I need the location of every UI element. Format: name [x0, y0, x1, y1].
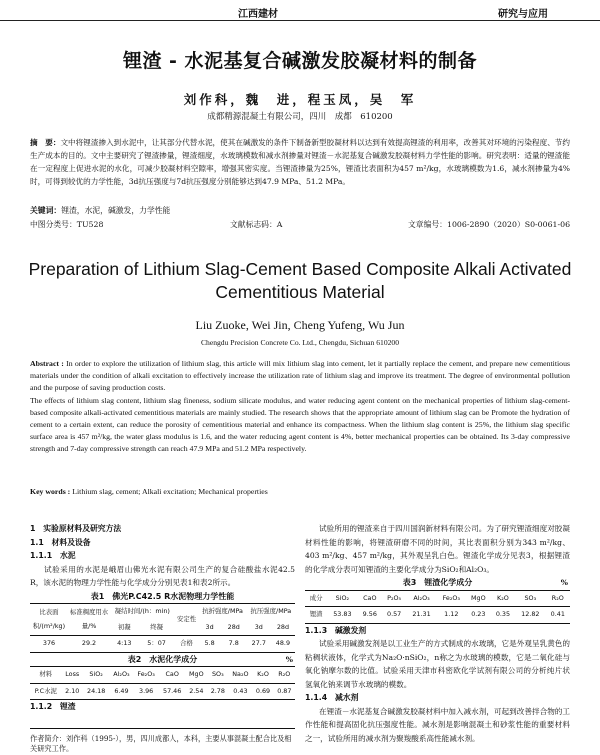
t3-head: SO₃	[524, 593, 537, 602]
t1-sub-comp-28d: 28d	[276, 622, 290, 631]
t1-cell: 27.7	[251, 639, 266, 647]
t1-sub-flex-3d: 3d	[205, 622, 214, 631]
lithium-slag-paragraph: 试验所用的锂渣来自于四川国润新材料有限公司。为了研究锂渣细度对胶凝材料性能的影响，将锂渣研磨不同的时间，其比表面积分别为343 m²/kg、403 m²/kg、457 m²/kg，其外观呈乳白色。锂渣化学成分见表3，根据锂渣的化学成分表可知锂渣的主要化学成分为SiO₂和Al₂O₃。	[305, 524, 570, 574]
table-2-caption: 表2 水泥化学成分	[127, 654, 198, 664]
t2-cell: 3.96	[139, 686, 154, 695]
right-column	[305, 522, 570, 755]
t1-cell: 5.8	[204, 639, 215, 647]
t2-cell: 2.54	[189, 686, 204, 695]
table-3-unit: %	[560, 578, 568, 587]
activator-paragraph: 试验采用碱激发剂是以工业生产的方式制成的水玻璃，它是外观呈乳黄色的粘稠状液体，化学式为Na₂O·nSiO₂，n称之为水玻璃的模数，它是二氧化硅与氧化钠摩尔数的比值。试验采用天津市科密欧化学试剂有限公司的分析纯片状氢氧化钠来调节水玻璃的模数。	[305, 639, 570, 689]
section-1-1-3-heading: 1.1.3 碱激发剂	[305, 625, 367, 635]
clc-number: 中图分类号：TU528	[30, 220, 104, 229]
author-footnote: 作者简介：刘作科（1995-），男，四川成都人，本科，主要从事混凝土配合比及相关研究工作。	[30, 728, 295, 754]
t3-cell: 0.35	[495, 610, 511, 618]
chinese-abstract	[30, 136, 570, 188]
t1-cell: 48.9	[275, 639, 291, 647]
t1-head-compressive: 抗压强度/MPa	[250, 607, 292, 615]
t3-head: SiO₂	[335, 593, 350, 602]
t1-cell: 376	[42, 639, 56, 647]
english-keywords-label: Key words :	[30, 487, 71, 496]
t2-head: Fe₂O₃	[137, 670, 155, 678]
section-1-1-heading: 1.1 材料及设备	[30, 537, 91, 547]
t3-head: Al₂O₃	[413, 593, 430, 602]
english-keywords	[30, 487, 268, 496]
t2-head: SiO₂	[89, 670, 103, 678]
table-2-caption-row	[30, 653, 295, 667]
t1-sub-flex-28d: 28d	[227, 622, 240, 631]
english-abstract	[30, 358, 570, 456]
section-1-heading: 1 实验原材料及研究方法	[30, 524, 122, 533]
t3-cell: 0.57	[387, 610, 402, 618]
table-1-caption: 表1 佛光P.C42.5 R水泥物理力学性能	[90, 591, 235, 601]
t3-head: P₂O₅	[387, 593, 402, 602]
t2-head: SO₃	[211, 670, 224, 678]
t1-head-soundness: 安定性	[175, 604, 199, 636]
table-3-caption-row	[305, 576, 570, 590]
chinese-authors: 刘作科，魏 进，程玉凤，吴 军	[183, 92, 417, 107]
section-1-1-4-heading: 1.1.4 减水剂	[305, 693, 359, 702]
english-affiliation: Chengdu Precision Concrete Co. Ltd., Chengdu, Sichuan 610200	[200, 338, 400, 347]
table-3	[305, 590, 570, 624]
t2-head: R₂O	[278, 670, 291, 678]
t1-head-setting: 凝结时间/(h：min)	[114, 607, 170, 615]
t2-head: K₂O	[257, 670, 269, 678]
chinese-keywords-text: 锂渣，水泥，碱激发，力学性能	[61, 206, 171, 215]
english-abstract-p2: The effects of lithium slag content, lithium slag fineness, sodium silicate modulus, and water reducing agent content on the mechanical properties of lithium slag-cement-based composite alkali-activated cementitious materials are mainly studied. The research shows that the appropriate amount of lithium slag can be Promote the hydration of cement to a certain extent, can reduce the porosity of cementitious material and enhance its compactness. When the lithium slag content is 25%, the lithium slag specific surface area is 457 m²/kg, the water glass modulus is 1.6, and the water reducing agent content is 4%, better mechanical properties can be obtained. Its 3-day compressive strength and 7-day compressive strength can reach 47.9 MPa and 51.2 MPa respectively.	[30, 395, 570, 454]
t1-sub-initial: 初凝	[117, 622, 131, 631]
chinese-affiliation: 成都精源混凝土有限公司，四川 成都 610200	[207, 112, 393, 122]
t1-cell: 合格	[180, 639, 193, 647]
cement-paragraph: 试验采用的水泥是峨眉山佛光水泥有限公司生产的复合硅酸盐水泥42.5 R，该水泥的物理力学性能与化学成分分别见表1和表2所示。	[30, 564, 295, 587]
chinese-abstract-label: 摘 要：	[30, 138, 61, 147]
english-authors: Liu Zuoke, Wei Jin, Cheng Yufeng, Wu Jun	[195, 318, 405, 332]
t3-head: Fe₂O₃	[442, 593, 460, 602]
t3-cell: 53.83	[333, 610, 352, 618]
journal-name: 江西建材	[238, 9, 278, 20]
t2-cell: 2.78	[210, 686, 225, 695]
t2-head: 材料	[39, 670, 53, 678]
t2-cell: 24.18	[87, 686, 106, 695]
t1-cell: 4:13	[117, 639, 132, 647]
t2-cell: P.C水泥	[34, 686, 57, 695]
section-1-1-1-heading: 1.1.1 水泥	[30, 551, 76, 560]
table-2-unit: %	[285, 654, 293, 664]
chinese-keywords	[30, 205, 170, 216]
t3-cell: 锂渣	[309, 610, 323, 618]
english-keywords-text: Lithium slag, cement; Alkali excitation; Mechanical properties	[72, 487, 268, 496]
t3-head: R₂O	[551, 593, 564, 602]
english-title-line2: Cementitious Material	[215, 282, 385, 302]
t2-head: Na₂O	[232, 670, 249, 678]
t1-head-ssa: 比表面积/(m²/kg)	[30, 604, 68, 636]
section-name: 研究与应用	[498, 9, 548, 20]
t2-cell: 0.69	[255, 686, 271, 695]
t3-head: 成分	[309, 593, 323, 602]
table-2	[30, 666, 295, 700]
t2-head: Loss	[65, 670, 80, 678]
english-title-line1: Preparation of Lithium Slag-Cement Based Composite Alkali Activated	[28, 259, 572, 279]
t3-head: K₂O	[497, 593, 509, 602]
english-abstract-p1-text: In order to explore the utilization of lithium slag, this article will mix lithium slag into cement, let it partially replace the cement, and prepare new cementitious materials under the condition of alkali excitation to effectively increase the utilization rate of lithium slag and improve its treatment. The degree of environmental pollution and the purpose of saving production costs.	[30, 359, 571, 393]
t3-cell: 0.23	[471, 610, 486, 618]
english-abstract-p1	[30, 358, 570, 395]
english-title	[0, 258, 600, 304]
t3-cell: 21.31	[412, 610, 431, 618]
t3-cell: 9.56	[362, 610, 377, 618]
chinese-title: 锂渣 - 水泥基复合碱激发胶凝材料的制备	[122, 50, 478, 72]
table-3-caption: 表3 锂渣化学成分	[402, 578, 473, 587]
water-reducer-paragraph: 在锂渣－水泥基复合碱激发胶凝材料中加入减水剂，可起到改善拌合物的工作性能和提高固化抗压强度性能。减水剂是影响混凝土和砂浆性能的重要材料之一，试验所用的减水剂为聚羧酸系高性能减水剂。	[305, 706, 570, 743]
t1-cell: 7.8	[228, 639, 239, 647]
english-abstract-label: Abstract :	[30, 359, 64, 368]
t2-cell: 2.10	[65, 686, 80, 695]
t3-head: CaO	[363, 593, 377, 602]
t1-head-flexural: 抗折强度/MPa	[202, 607, 243, 615]
t3-cell: 12.82	[521, 610, 540, 618]
t3-cell: 1.12	[444, 610, 459, 618]
t1-cell: 29.2	[81, 639, 97, 647]
t2-cell: 57.46	[163, 686, 182, 695]
t2-cell: 0.87	[277, 686, 292, 695]
chinese-keywords-label: 关键词：	[30, 206, 62, 215]
section-1-1-2-heading: 1.1.2 锂渣	[30, 702, 76, 711]
left-column	[30, 522, 295, 714]
t3-cell: 0.41	[550, 610, 565, 618]
t2-head: MgO	[189, 670, 204, 678]
t3-head: MgO	[471, 593, 486, 602]
table-1	[30, 603, 295, 653]
page-header	[0, 0, 600, 21]
t2-head: Al₂O₃	[113, 670, 130, 678]
t1-sub-final: 终凝	[150, 622, 163, 631]
t1-cell: 5：07	[147, 639, 166, 647]
t2-cell: 6.49	[114, 686, 129, 695]
document-code: 文献标志码：A	[230, 220, 283, 229]
t1-sub-comp-3d: 3d	[254, 622, 263, 631]
t2-head: CaO	[165, 670, 179, 678]
article-number: 文章编号：1006-2890（2020）S0-0061-06	[408, 220, 571, 229]
t1-head-water: 标准稠度用水量/%	[68, 604, 110, 636]
t2-cell: 0.43	[233, 686, 248, 695]
chinese-abstract-text: 文中将锂渣掺入到水泥中，让其部分代替水泥，使其在碱激发的条件下制备新型胶凝材料以达到有效提高锂渣的利用率，改善其对环境的污染程度、节约生产成本的目的。文中主要研究了锂渣掺量，锂渣细度，水玻璃模数和减水剂掺量对锂渣－水泥基复合碱激发胶凝材料力学性能的影响。研究表明：适量的锂渣能在一定程度上促进水泥的水化，可减少胶凝材料空隙率，增强其密实度。当锂渣掺量为25%，锂渣比表面积为457 m²/kg，水玻璃模数为1.6，减水剂掺量为4%时，可得到较优的力学性能，3d抗压强度与7d抗压强度分别能够达到47.9 MPa、51.2 MPa。	[30, 138, 571, 186]
